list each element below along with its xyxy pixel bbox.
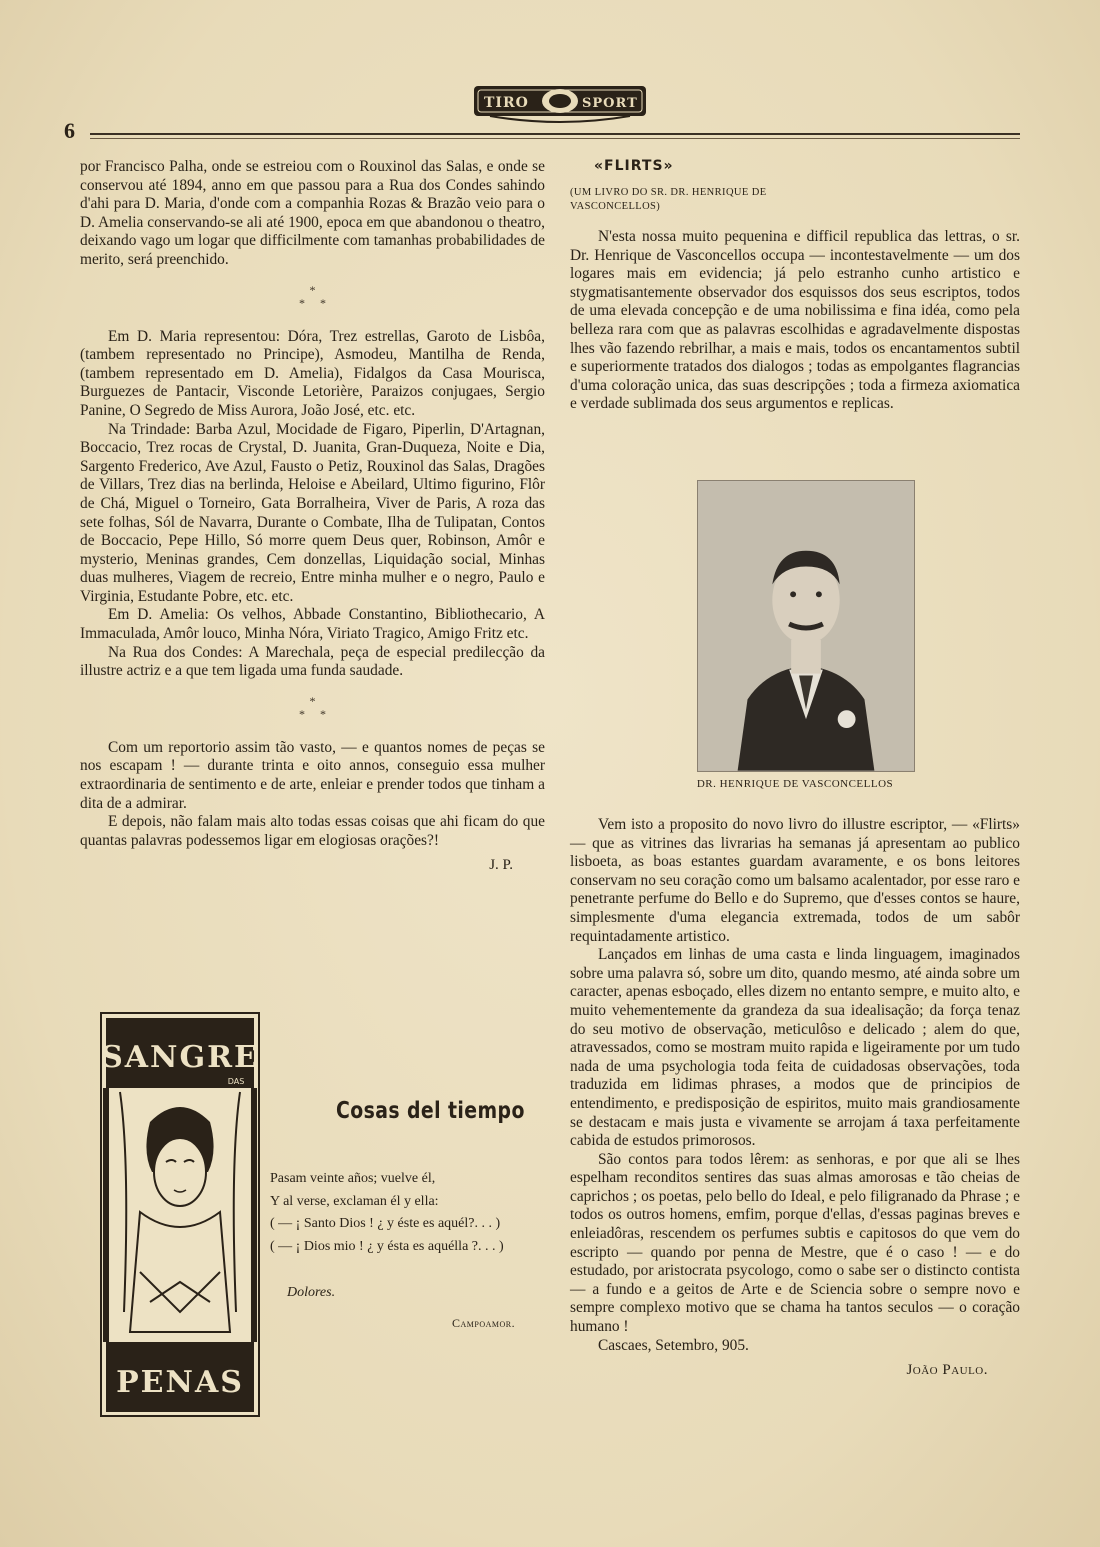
left-paragraph: Na Rua dos Condes: A Marechala, peça de especial predilecção da illustre actriz e a que tem ligada uma funda saudade.: [80, 643, 545, 680]
poem-line: Y al verse, exclaman él y ella:: [270, 1193, 439, 1209]
header-rule-thin: [90, 138, 1020, 139]
svg-text:SPORT: SPORT: [582, 96, 638, 111]
right-signature: João Paulo.: [906, 1362, 988, 1379]
left-paragraph: por Francisco Palha, onde se estreiou com o Rouxinol das Salas, e onde se conservou até 1894, anno em que passou para a Rua dos Condes sahindo d'ahi para D. Maria, d'onde com a companhia Rozas & Brazão veio para o D. Amelia conservando-se ali até 1900, epoca em que abandonou o theatro, deixando vago um logar que difficilmente com tamanhas probabilidades de merito, será preenchido.: [80, 158, 545, 268]
left-article: [80, 158, 545, 875]
section-stars: * * *: [299, 282, 326, 310]
poem-line: ( — ¡ Dios mio ! ¿ y ésta es aquélla ?. . . ): [270, 1238, 504, 1254]
svg-text:TIRO: TIRO: [484, 95, 529, 111]
poster-bottom-text: PENAS: [116, 1365, 244, 1400]
poster-top-text: SANGRE: [101, 1040, 259, 1075]
dateline: Cascaes, Setembro, 905.: [598, 1336, 749, 1354]
left-signature: J. P.: [489, 857, 513, 874]
poem-line: Pasam veinte años; vuelve él,: [270, 1171, 436, 1186]
right-paragraph: Lançados em linhas de uma casta e linda linguagem, imaginados sobre uma palavra só, sobre um dito, quando mesmo, até ainda sobre um caracter, apenas esboçado, elles dizem no entanto sempre, e muito alto, e muito vehementemente da grandeza da sua idealisação; da força tenaz do seu motivo de observação, meticulôso e delicado ; alem do que, atravessados, como se mostram muito rapida e ligeiramente por um tudo nada de uma psychologia toda feita de cuidadosas observações, toda traduzida em lidimas phrases, a modos que de principios de entendimento, e predisposição de espiritos, muito mais grandiosamente se destacam e mais justa e vivamente se arrojam á taxa perfeitamente cabida de estudos primorosos.: [570, 946, 1020, 1150]
right-article-body: [570, 816, 1020, 1380]
portrait-photo: [697, 480, 915, 772]
right-paragraph: Vem isto a proposito do novo livro do illustre escriptor, — «Flirts» — que as vitrines das livrarias ha semanas já apresentam ao publico lisboeta, as boas estantes guardam avaramente, e os bons leitores conservam no seu coração como um balsamo acalentador, por esse raro e penetrante perfume do Bello e do Supremo, que d'esses contos se haure, simplesmente d'uma elegancia extremada, todos de um sabôr requintadamente artistico.: [570, 816, 1020, 945]
left-paragraph: Em D. Maria representou: Dóra, Trez estrellas, Garoto de Lisbôa, (tambem representado no Principe), Asmodeu, Mantilha de Renda, (tambem representado em D. Amelia), Fidalgos da Casa Mourisca, Burguezes de Pantacir, Visconde Letorière, Paraizos conjugaes, Sergio Panine, O Segredo de Miss Aurora, João José, etc. etc.: [80, 327, 545, 419]
page-number: 6: [64, 118, 75, 143]
left-paragraph: Em D. Amelia: Os velhos, Abbade Constantino, Bibliothecario, A Immaculada, Amôr louco, Minha Nóra, Viriato Tragico, Amigo Fritz etc.: [80, 606, 545, 643]
header-rule: [90, 133, 1020, 135]
left-paragraph: Com um reportorio assim tão vasto, — e quantos nomes de peças se nos escapam ! — durante trinta e oito annos, conseguio essa mulher extraordinaria de sentimento e de arte, enleiar e prender todos que tinham a dita de a admirar.: [80, 738, 545, 812]
masthead-logo: [470, 80, 650, 126]
poster-small-text: DAS: [227, 1077, 245, 1086]
poem-body: [270, 1168, 550, 1258]
right-paragraph: N'esta nossa muito pequenina e difficil republica das lettras, o sr. Dr. Henrique de Vasconcellos occupa — incontestavelmente — um dos logares mais em evidencia; já pelo estranho cunho artistico e stygmatisantemente observador dos esquissos dos seus escriptos, todos de uma elevada concepção e de uma nobilissima e fina idéa, como pela belleza rara com que as palavras escolhidas e agradavelmente dispostas lhes vão fazendo rebrilhar, a mais e mais, todos os encantamentos subtil e superiormente tratados dos dialogos ; todas as empolgantes flagrancias d'uma coloração unica, das suas descripções ; toda a firmeza axiomatica e verdade sublimada dos seus argumentos e replicas.: [570, 228, 1020, 413]
poem-title: Cosas del tiempo: [336, 1098, 525, 1124]
photo-caption: DR. HENRIQUE DE VASCONCELLOS: [696, 778, 894, 790]
right-article-intro: [570, 228, 1020, 414]
left-paragraph: Na Trindade: Barba Azul, Mocidade de Figaro, Piperlin, D'Artagnan, Boccacio, Trez rocas de Crystal, D. Juanita, Gran-Duqueza, Noite e Dia, Sargento Frederico, Ave Azul, Fausto o Petiz, Rouxinol das Salas, Dragões de Villars, Trez dias na berlinda, Heloise e Abeilard, Ultimo figurino, Flôr de Chá, Miguel o Torneiro, Gata Borralheira, Viver de Paris, A roza das sete folhas, Sól de Navarra, Durante o Combate, Ilha de Tulipatan, Contos de Boccacio, Pepe Hillo, Só morre quem Deus quer, Robinson, Amôr e mysterio, Meninas grandes, Cem donzellas, Liquidação social, Minhas duas mulheres, Viagem de recreio, Entre minha mulher e o negro, Paulo e Virginia, Estudante Pobre, etc. etc.: [80, 420, 545, 605]
poem-author: Dolores.: [287, 1285, 336, 1300]
article-subtitle: (UM LIVRO DO SR. DR. HENRIQUE DE VASCONCELLOS): [570, 187, 767, 212]
section-stars: * * *: [299, 693, 326, 721]
right-paragraph: São contos para todos lêrem: as senhoras, e por que ali se lhes espelham reconditos sentires das suas almas amorosas e tão cheias de caprichos ; os poetas, pelo bello do Ideal, e pelo filigranado da Phrase ; e todos os outros homens, emfim, porque d'ellas, d'essas paginas breves e enleiadôras, rescendem os perfumes subtis e capitosos do que vem do escripto — quando por penna de Mestre, que é o caso ! — e do estudado, por aristocrata psycologo, como o sabe ser o distincto contista — a fundo e a geitos de Arte e de Sciencia sobre o sempre novo e sempre complexo motivo que se chama ha tantos seculos — o coração humano !: [570, 1150, 1020, 1336]
article-title: «FLIRTS»: [594, 158, 674, 174]
art-nouveau-poster: [100, 1012, 260, 1417]
poem-poet: Campoamor.: [452, 1316, 516, 1330]
left-paragraph: E depois, não falam mais alto todas essas coisas que ahi ficam do que quantas palavras podessemos ligar em elogiosas orações?!: [80, 813, 545, 849]
poem-line: ( — ¡ Santo Dios ! ¿ y éste es aquél?. . . ): [270, 1216, 501, 1231]
